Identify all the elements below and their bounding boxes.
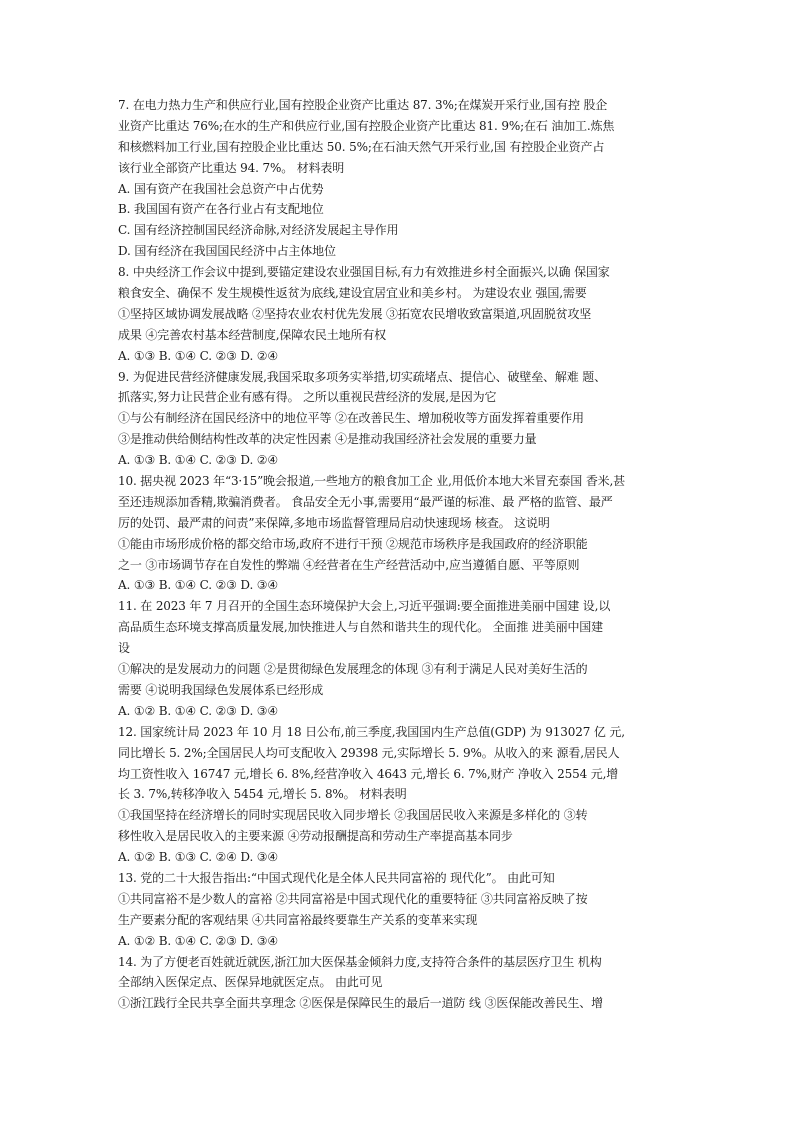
statement-line: ①解决的是发展动力的问题 ②是贯彻绿色发展理念的体现 ③有利于满足人民对美好生活的 [118,662,588,677]
option-line: C. 国有经济控制国民经济命脉,对经济发展起主导作用 [118,223,399,238]
answer-options: A. ①③ B. ①④ C. ②③ D. ③④ [118,578,279,593]
statement-line: ①坚持区域协调发展战略 ②坚持农业农村优先发展 ③拓宽农民增收致富渠道,巩固脱贫攻坚 [118,306,592,321]
text-line: 7. 在电力热力生产和供应行业,国有控股企业资产比重达 87. 3%;在煤炭开采行业,国有控 股企 [118,98,608,112]
statement-line: ①与公有制经济在国民经济中的地位平等 ②在改善民生、增加税收等方面发挥着重要作用 [118,411,584,426]
statement-line: ①我国坚持在经济增长的同时实现居民收入同步增长 ②我国居民收入来源是多样化的 ③转 [118,808,588,823]
answer-options: A. ①③ B. ①④ C. ②③ D. ②④ [118,453,279,468]
text-line: 13. 党的二十大报告指出:“中国式现代化是全体人民共同富裕的 现代化”。 由此可知 [118,870,555,885]
text-line: 和核燃料加工行业,国有控股企业比重达 50. 5%;在石油天然气开采行业,国 有控股企业资产占 [118,139,605,154]
option-line: D. 国有经济在我国国民经济中占主体地位 [118,244,336,259]
text-line: 8. 中央经济工作会议中提到,要锚定建设农业强国目标,有力有效推进乡村全面振兴,以确 保国家 [118,265,610,280]
text-line: 粮食安全、确保不 发生规模性返贫为底线,建设宜居宜业和美乡村。 为建设农业 强国,需要 [118,286,587,301]
text-line: 业资产比重达 76%;在水的生产和供应行业,国有控股企业资产比重达 81. 9%;在石 油加工.炼焦 [118,118,615,133]
text-line: 抓落实,努力让民营企业有感有得。 之所以重视民营经济的发展,是因为它 [118,390,497,405]
text-line: 同比增长 5. 2%;全国居民人均可支配收入 29398 元,实际增长 5. 9%。从收入的来 源看,居民人 [118,745,620,760]
statement-line: ③是推动供给侧结构性改革的决定性因素 ④是推动我国经济社会发展的重要力量 [118,432,537,447]
text-line: 高品质生态环境支撑高质量发展,加快推进人与自然和谐共生的现代化。 全面推 进美丽中国建 [118,620,603,635]
answer-options: A. ①② B. ①④ C. ②③ D. ③④ [118,933,279,948]
statement-line: ①能由市场形成价格的都交给市场,政府不进行干预 ②规范市场秩序是我国政府的经济职能 [118,536,588,551]
statement-line: ①浙江践行全民共享全面共享理念 ②医保是保障民生的最后一道防 线 ③医保能改善民生、增 [118,996,603,1011]
text-line: 该行业全部资产比重达 94. 7%。 材料表明 [118,160,345,175]
statement-line: 需要 ④说明我国绿色发展体系已经形成 [118,682,324,697]
statement-line: 成果 ④完善农村基本经营制度,保障农民土地所有权 [118,327,387,342]
statement-line: 之一 ③市场调节存在自发性的弊端 ④经营者在生产经营活动中,应当遵循自愿、平等原则 [118,557,580,572]
answer-options: A. ①③ B. ①④ C. ②③ D. ②④ [118,348,279,363]
text-line: 厉的处罚、最严肃的问责”来保障,多地市场监督管理局启动快速现场 核查。 这说明 [118,515,550,530]
text-line: 全部纳入医保定点、医保异地就医定点。 由此可见 [118,975,383,990]
text-line: 10. 据央视 2023 年“3·15”晚会报道,一些地方的粮食加工企 业,用低价本地大米冒充泰国 香米,甚 [118,474,626,489]
text-line: 均工资性收入 16747 元,增长 6. 8%,经营净收入 4643 元,增长 6. 7%,财产 净收入 2554 元,增 [118,766,619,781]
text-line: 11. 在 2023 年 7 月召开的全国生态环境保护大会上,习近平强调:要全面推进美丽中国建 设,以 [118,599,611,614]
statement-line: 生产要素分配的客观结果 ④共同富裕最终要靠生产关系的变革来实现 [118,912,478,927]
text-line: 长 3. 7%,转移净收入 5454 元,增长 5. 8%。 材料表明 [118,787,407,802]
text-line: 设 [118,641,130,656]
text-line: 12. 国家统计局 2023 年 10 月 18 日公布,前三季度,我国国内生产总值(GDP) 为 913027 亿 元, [118,724,625,739]
statement-line: 移性收入是居民收入的主要来源 ④劳动报酬提高和劳动生产率提高基本同步 [118,829,513,844]
statement-line: ①共同富裕不是少数人的富裕 ②共同富裕是中国式现代化的重要特征 ③共同富裕反映了按 [118,891,588,906]
document-page [118,95,676,1014]
answer-options: A. ①② B. ①③ C. ②④ D. ③④ [118,850,279,865]
text-line: 9. 为促进民营经济健康发展,我国采取多项务实举措,切实疏堵点、提信心、破壁垒、解难 题、 [118,369,606,384]
option-line: B. 我国国有资产在各行业占有支配地位 [118,202,324,217]
text-line: 至还违规添加香精,欺骗消费者。 食品安全无小事,需要用“最严谨的标准、最 严格的监管、最严 [118,494,613,509]
answer-options: A. ①② B. ①④ C. ②③ D. ③④ [118,703,279,718]
option-line: A. 国有资产在我国社会总资产中占优势 [118,181,324,196]
text-line: 14. 为了方便老百姓就近就医,浙江加大医保基金倾斜力度,支持符合条件的基层医疗卫生 机构 [118,954,602,969]
